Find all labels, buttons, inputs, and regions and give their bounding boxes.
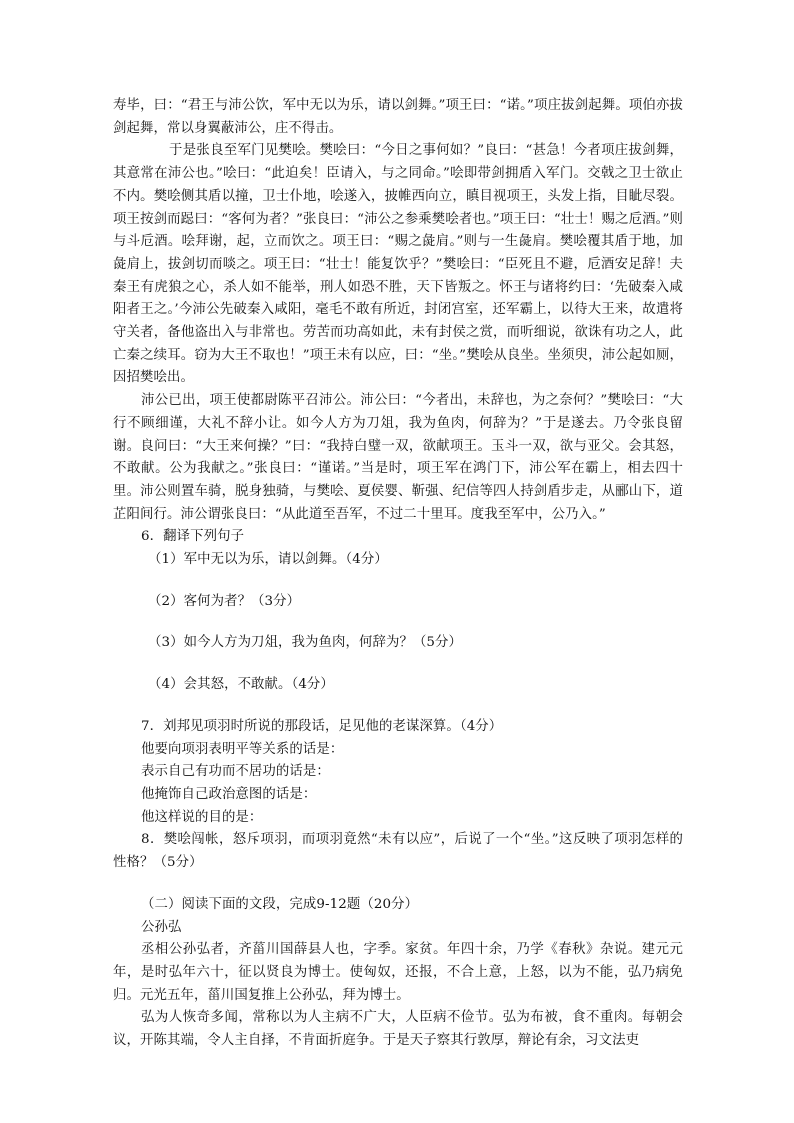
section-2-title: 公孙弘	[141, 919, 182, 935]
document-page	[113, 95, 683, 1053]
answer-space	[113, 697, 683, 716]
question-7-line-1: 他要向项羽表明平等关系的话是：	[141, 741, 344, 757]
answer-space	[113, 572, 683, 591]
passage-paragraph-3: 沛公已出，项王使都尉陈平召沛公。沛公曰：“今者出，未辞也，为之奈何？”樊哙曰：“大行不顾细谨，大礼不辞小让。如今人方为刀俎，我为鱼肉，何辞为？”于是遂去。乃令张良留谢。良问曰：“大王来何操？”曰：“我持白璧一双，欲献项王。玉斗一双，欲与亚父。会其怒，不敢献。公为我献之。”张良曰：“谨诺。”当是时，项王军在鸿门下，沛公军在霸上，相去四十里。沛公则置车骑，脱身独骑，与樊哙、夏侯婴、靳强、纪信等四人持剑盾步走，从郦山下，道芷阳间行。沛公谓张良曰：“从此道至吾军，不过二十里耳。度我至军中，公乃入。”	[113, 393, 683, 522]
answer-space	[113, 655, 683, 674]
question-6-item-2: （2）客何为者？（3分）	[148, 593, 301, 609]
section-2-paragraph-1: 丞相公孙弘者，齐菑川国薛县人也，字季。家贫。年四十余，乃学《春秋》杂说。建元元年，是时弘年六十，征以贤良为博士。使匈奴，还报，不合上意，上怒，以为不能，弘乃病免归。元光五年，菑川国复推上公孙弘，拜为博士。	[113, 942, 683, 1003]
question-8: 8．樊哙闯帐，怒斥项羽，而项羽竟然“未有以应”，后说了一个“坐。”这反映了项羽怎样的性格？（5分）	[113, 832, 683, 871]
passage-paragraph-1: 寿毕，曰：“君王与沛公饮，军中无以为乐，请以剑舞。”项王曰：“诺。”项庄拔剑起舞。项伯亦拔剑起舞，常以身翼蔽沛公，庄不得击。	[113, 98, 683, 136]
question-6-item-3: （3）如今人方为刀俎，我为鱼肉，何辞为？（5分）	[148, 635, 463, 651]
question-6-item-1: （1）军中无以为乐，请以剑舞。（4分）	[148, 552, 388, 568]
section-spacer	[113, 875, 683, 894]
question-6-item-4: （4）会其怒，不敢献。（4分）	[148, 677, 334, 693]
section-2-paragraph-2: 弘为人恢奇多闻，常称以为人主病不广大，人臣病不俭节。弘为布被，食不重肉。每朝会议，开陈其端，令人主自择，不肯面折庭争。于是天子察其行敦厚，辩论有余，习文法吏	[113, 1010, 683, 1049]
question-7-line-2: 表示自己有功而不居功的话是：	[141, 764, 330, 780]
section-2-heading: （二）阅读下面的文段，完成9-12题（20分）	[141, 896, 419, 912]
question-7-title: 7．刘邦见项羽时所说的那段话，足见他的老谋深算。（4分）	[141, 718, 503, 734]
passage-paragraph-2: 于是张良至军门见樊哙。樊哙曰：“今日之事何如？”良曰：“甚急！今者项庄拔剑舞，其意常在沛公也。”哙曰：“此迫矣！臣请入，与之同命。”哙即带剑拥盾入军门。交戟之卫士欲止不内。樊哙侧其盾以撞，卫士仆地，哙遂入，披帷西向立，瞋目视项王，头发上指，目眦尽裂。项王按剑而跽曰：“客何为者？”张良曰：“沛公之参乘樊哙者也。”项王曰：“壮士！赐之卮酒。”则与斗卮酒。哙拜谢，起，立而饮之。项王曰：“赐之彘肩。”则与一生彘肩。樊哙覆其盾于地，加彘肩上，拔剑切而啖之。项王曰：“壮士！能复饮乎？”樊哙曰：“臣死且不避，卮酒安足辞！夫秦王有虎狼之心，杀人如不能举，刑人如恐不胜，天下皆叛之。怀王与诸将约曰：‘先破秦入咸阳者王之。’今沛公先破秦入咸阳，毫毛不敢有所近，封闭宫室，还军霸上，以待大王来，故遣将守关者，备他盗出入与非常也。劳苦而功高如此，未有封侯之赏，而听细说，欲诛有功之人，此亡秦之续耳。窃为大王不取也！”项王未有以应，曰：“坐。”樊哙从良坐。坐须臾，沛公起如厕，因招樊哙出。	[113, 143, 683, 386]
answer-space	[113, 613, 683, 632]
question-6-title: 6．翻译下列句子	[141, 529, 245, 545]
question-7-line-3: 他掩饰自己政治意图的话是：	[141, 786, 317, 802]
question-7-line-4: 他这样说的目的是：	[141, 809, 263, 825]
